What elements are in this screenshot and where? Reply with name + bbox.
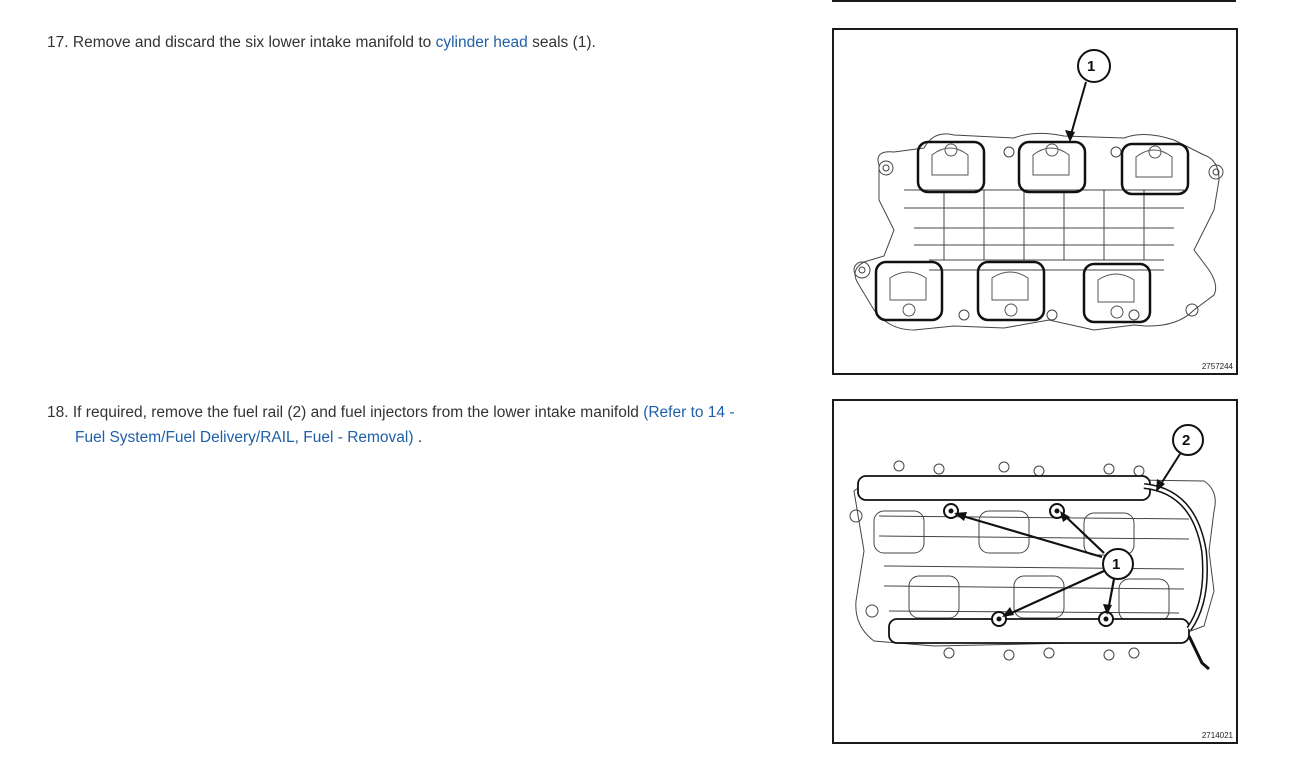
step-text-end: seals (1). <box>532 34 596 51</box>
callout-label: 1 <box>1112 556 1121 573</box>
intake-manifold-seals-illustration <box>834 30 1236 373</box>
figure-id: 2757244 <box>1201 362 1233 371</box>
step-18 <box>47 400 837 450</box>
step-text-end: . <box>417 429 423 446</box>
callout-label: 2 <box>1182 432 1191 449</box>
callout-label: 1 <box>1087 58 1096 75</box>
fuel-rail-illustration <box>834 401 1236 742</box>
cylinder-head-link[interactable]: cylinder head <box>435 34 528 51</box>
fuel-rail-removal-link[interactable]: Fuel System/Fuel Delivery/RAIL, Fuel - Removal) <box>75 429 414 446</box>
previous-figure-frame <box>832 0 1236 2</box>
step-text: If required, remove the fuel rail (2) and fuel injectors from the lower intake manifold <box>72 404 639 421</box>
figure-id: 2714021 <box>1201 731 1233 740</box>
step-17 <box>47 30 817 55</box>
step-text: Remove and discard the six lower intake manifold to <box>72 34 432 51</box>
figure-intake-manifold-seals <box>832 28 1238 375</box>
step-number: 18. <box>47 404 69 421</box>
step-continuation <box>47 425 837 450</box>
figure-fuel-rail <box>832 399 1238 744</box>
step-number: 17. <box>47 34 69 51</box>
refer-to-fuel-rail-link[interactable]: (Refer to 14 - <box>643 404 735 421</box>
